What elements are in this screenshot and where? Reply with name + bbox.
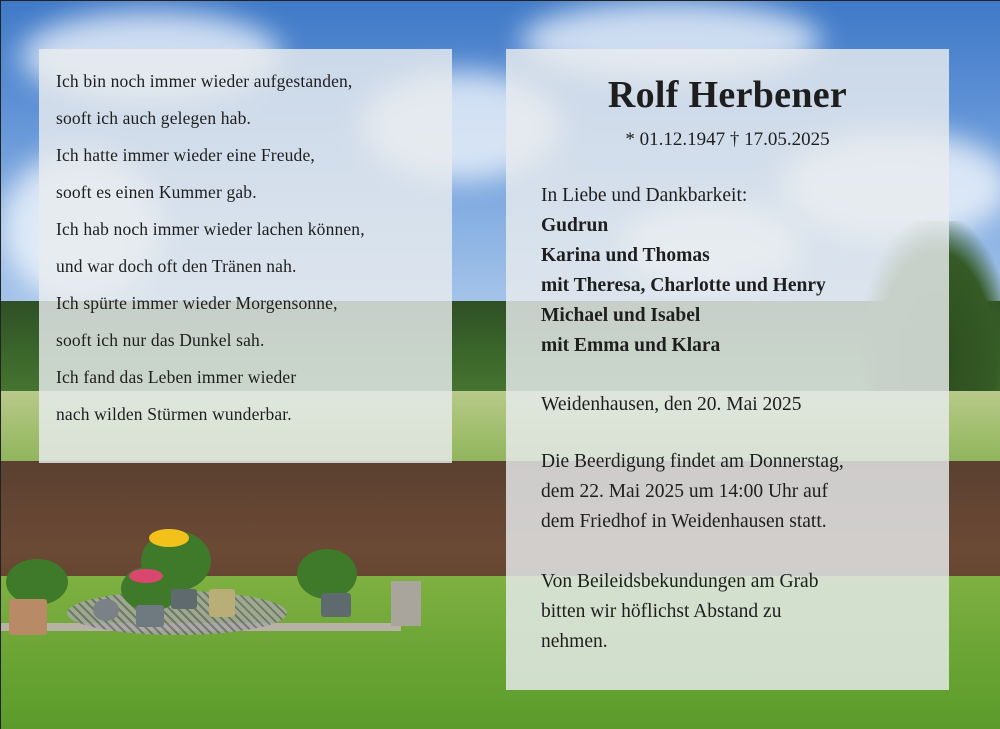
curb-stone (391, 581, 421, 626)
poem-line: Ich hab noch immer wieder lachen können, (56, 219, 365, 239)
deceased-name: Rolf Herbener (607, 74, 848, 116)
poem-line: Ich hatte immer wieder eine Freude, (56, 145, 315, 165)
poem (56, 63, 451, 433)
flower-pot (321, 593, 351, 617)
life-dates: * 01.12.1947 † 17.05.2025 (625, 129, 830, 150)
mourner-name: mit Theresa, Charlotte und Henry (541, 275, 826, 296)
poem-line: sooft ich auch gelegen hab. (56, 108, 252, 128)
flower-pot (171, 589, 197, 609)
poem-line: Ich bin noch immer wieder aufgestanden, (56, 71, 353, 91)
flower-pot (136, 605, 164, 627)
mourner-name: Gudrun (541, 215, 609, 236)
flower-pot (9, 599, 47, 635)
poem-line: sooft es einen Kummer gab. (56, 182, 257, 202)
funeral-info (541, 447, 844, 537)
mourners-intro: In Liebe und Dankbarkeit: (541, 185, 748, 206)
poem-line: Ich fand das Leben immer wieder (56, 367, 297, 387)
funeral-line: Die Beerdigung findet am Donnerstag, (541, 451, 844, 472)
poem-line: Ich spürte immer wieder Morgensonne, (56, 293, 338, 313)
decorative-vase (93, 599, 119, 621)
place-date (541, 390, 802, 420)
place-date-line: Weidenhausen, den 20. Mai 2025 (541, 394, 802, 415)
condolence-line: bitten wir höflichst Abstand zu (541, 601, 782, 622)
mourner-name: Michael und Isabel (541, 305, 701, 326)
potted-plant (297, 549, 357, 599)
mourners-list (541, 181, 826, 361)
poem-line: nach wilden Stürmen wunderbar. (56, 404, 292, 424)
yellow-flowers (149, 529, 189, 547)
grave-lantern (209, 589, 235, 617)
condolence-note (541, 567, 818, 657)
condolence-line: Von Beileidsbekundungen am Grab (541, 571, 819, 592)
poem-line: sooft ich nur das Dunkel sah. (56, 330, 265, 350)
mourner-name: Karina und Thomas (541, 245, 710, 266)
funeral-line: dem 22. Mai 2025 um 14:00 Uhr auf (541, 481, 829, 502)
mourner-name: mit Emma und Klara (541, 335, 721, 356)
condolence-line: nehmen. (541, 631, 608, 652)
funeral-line: dem Friedhof in Weidenhausen statt. (541, 511, 827, 532)
pink-flowers (129, 569, 163, 583)
poem-line: und war doch oft den Tränen nah. (56, 256, 297, 276)
